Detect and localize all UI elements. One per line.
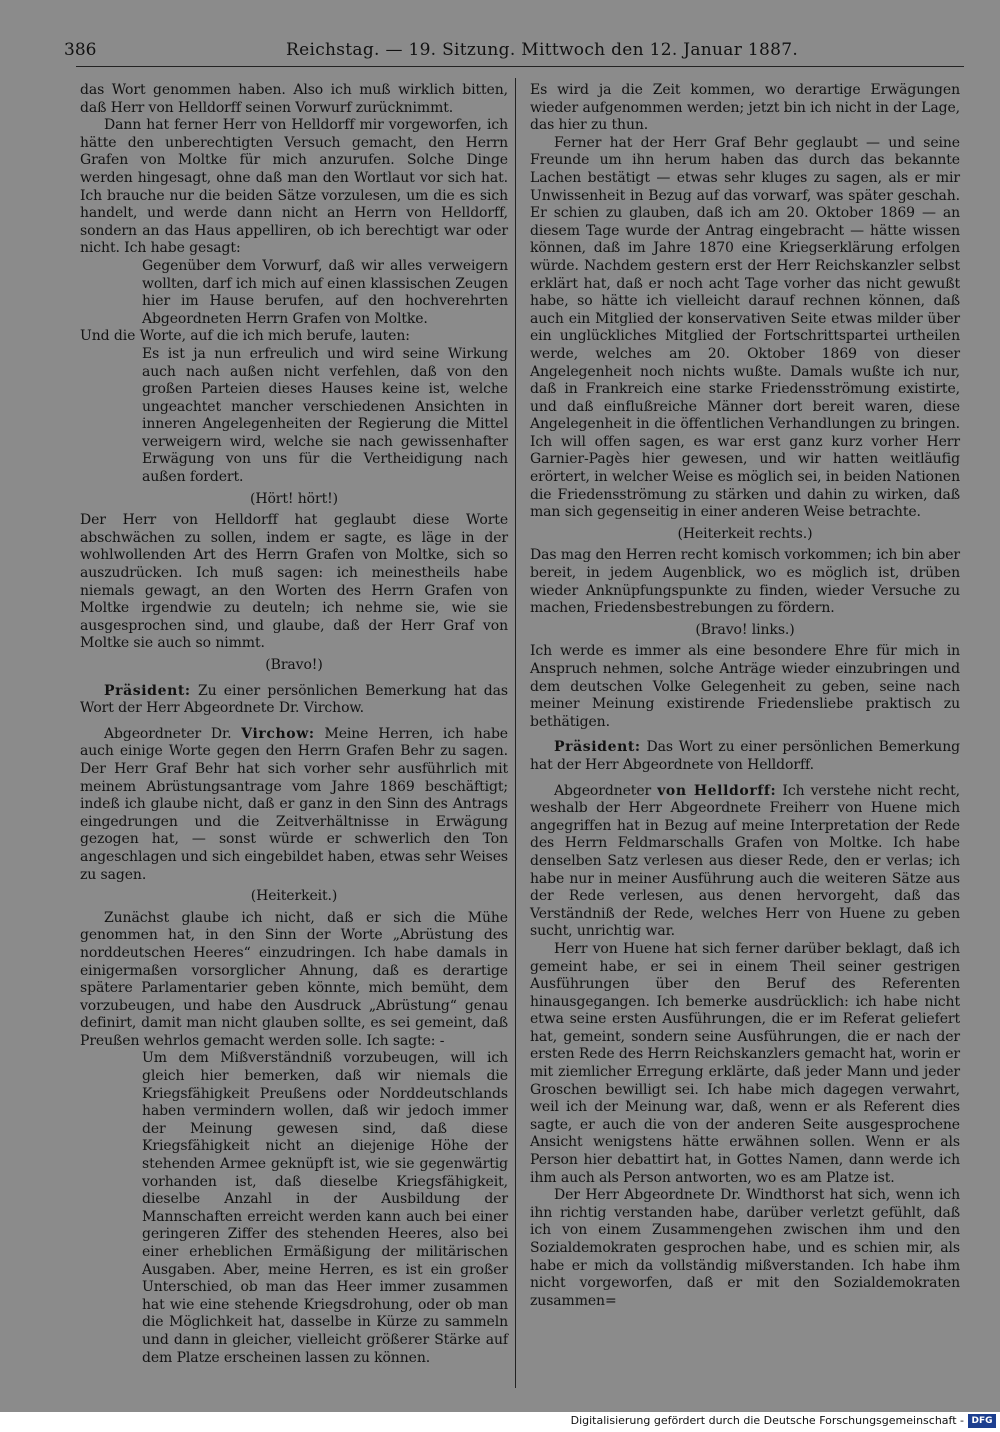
footer-credit: Digitalisierung gefördert durch die Deutsche Forschungsgemeinschaft - [570,1414,964,1427]
speaker-name: Präsident: [104,682,191,699]
speaker-name: von Helldorff: [657,782,777,799]
speech-text: Das Wort zu einer persönlichen Bemerkung hat der Herr Abgeordnete von Helldorff. [530,739,960,773]
right-paragraph: Der Herr Abgeordnete Dr. Windthorst hat sich, wenn ich ihn richtig verstanden habe, darüber verletzt gefühlt, daß ich von einem Zusammengehen zwischen ihm und den Sozialdemokraten gesprochen habe, und es schien mir, als habe er mich da vollständig mißverstanden. Ich habe ihm nicht vorgeworfen, daß er mit den Sozialdemokraten zusammen= [530,1187,960,1309]
left-quotation: Gegenüber dem Vorwurf, daß wir alles verweigern wollten, darf ich mich auf einen klassischen Zeugen hier im Hause berufen, auf den hochverehrten Abgeordneten Herrn Grafen von Moltke. [142,257,508,327]
footer-strip [0,1412,1000,1432]
left-interjection: (Heiterkeit.) [250,888,338,905]
speaker-name: Virchow: [241,725,315,742]
right-interjection: (Heiterkeit rechts.) [677,525,813,542]
left-quotation: Um dem Mißverständniß vorzubeugen, will ich gleich hier bemerken, daß wir niemals die Kriegsfähigkeit Preußens oder Norddeutschlands haben vermindern wollen, daß wir jedoch immer der Meinung gewesen sind, daß diese Kriegsfähigkeit nicht an diejenige Höhe der stehenden Armee geknüpft ist, wie sie gegenwärtig vorhanden ist, daß dieselbe Kriegsfähigkeit, dieselbe Anzahl in der Ausbildung der Mannschaften erreicht werden kann auch bei einer geringeren Ziffer des stehenden Heeres, also bei einer erheblichen Ermäßigung der militärischen Ausgaben. Aber, meine Herren, es ist ein großer Unterschied, ob man das Heer immer zusammen hat wie eine stehende Kriegsdrohung, oder ob man die Möglichkeit hat, dasselbe in Kürze zu sammeln und dann in gleicher, vielleicht größerer Stärke auf dem Platze erscheinen lassen zu können. [142,1050,508,1366]
left-quotation: Es ist ja nun erfreulich und wird seine Wirkung auch nach außen nicht verfehlen, daß von den großen Parteien dieses Hauses keine ist, welche ungeachtet mancher verschiedenen Ansichten in inneren Angelegenheiten der Regierung die Mittel verweigern wird, welche sie nach gewissenhafter Erwägung von uns für die Vertheidigung nach außen fordert. [142,345,508,486]
speech-text: Zu einer persönlichen Bemerkung hat das Wort der Herr Abgeordnete Dr. Virchow. [80,682,508,717]
left-paragraph: Der Herr von Helldorff hat geglaubt diese Worte abschwächen zu sollen, indem er sagte, es läge in der wohlwollenden Art des Herrn Grafen von Moltke, sich so auszudrücken. Ich muß sagen: ich meinestheils habe niemals gewagt, an den Worten des Herrn Grafen von Moltke irgendwie zu deuteln; ich nehme sie, wie sie ausgesprochen sind, und glaube, daß der Herr Graf von Moltke sie auch so nimmt. [80,512,508,652]
left-paragraph: Und die Worte, auf die ich mich berufe, lauten: [80,328,410,345]
running-title: Reichstag. — 19. Sitzung. Mittwoch den 12. Januar 1887. [286,40,799,60]
left-interjection: (Bravo!) [265,657,323,673]
speaker-prefix: Abgeordneter [554,782,658,799]
right-paragraph: Es wird ja die Zeit kommen, wo derartige Erwägungen wieder aufgenommen werden; jetzt bin ich nicht in der Lage, das hier zu thun. [530,82,960,134]
right-column [530,82,960,1310]
speech-text: Meine Herren, ich habe auch einige Worte gegen den Herrn Grafen Behr zu sagen. Der Herr Graf Behr hat sich vorher sehr ausführlich mit meinem Abrüstungsantrage vom Jahre 1869 beschäftigt; indeß ich glaube nicht, daß er ganz in den Sinn des Antrags eingedrungen und die Zeitverhältnisse in Erwägung gezogen hat, — sonst würde er schwerlich den Ton angeschlagen und sich eingebildet haben, etwas sehr Weises zu sagen. [80,725,508,883]
speech-text: Ich verstehe nicht recht, weshalb der Herr Abgeordnete Freiherr von Huene mich angegriffen hat in Bezug auf meine Interpretation der Rede des Herrn Feldmarschalls Grafen von Moltke. Ich habe denselben Satz verlesen aus dieser Rede, den er verlas; ich habe nur in meiner Ausführung auch die weiteren Sätze aus der Rede verlesen, aus denen hervorgeht, daß das Verständniß der Rede, welches Herr von Huene zu geben sucht, unrichtig war. [530,782,960,940]
right-paragraph: Das mag den Herren recht komisch vorkommen; ich bin aber bereit, in jedem Augenblick, wo es möglich ist, drüben wieder Anknüpfungspunkte zu finden, wieder Versuche zu machen, Friedensbestrebungen zu fördern. [530,547,960,617]
column-divider [515,78,516,1388]
left-speech-paragraph [80,726,508,884]
right-speech-paragraph [530,739,960,774]
left-paragraph: Zunächst glaube ich nicht, daß er sich die Mühe genommen hat, in den Sinn der Worte „Abrüstung des norddeutschen Heeres“ einzudringen. Ich habe damals in einigermaßen vorsorglicher Ahnung, daß es derartige spätere Parlamentarier geben könnte, mich bemüht, dem vorzubeugen, und habe den Ausdruck „Abrüstung“ genau definirt, damit man nicht glauben sollte, es sei gemeint, daß Preußen wehrlos gemacht werden solle. Ich sagte: - [80,909,508,1049]
speaker-prefix: Abgeordneter Dr. [104,725,242,742]
right-paragraph: Ich werde es immer als eine besondere Ehre für mich in Anspruch nehmen, solche Anträge wieder einzubringen und dem deutschen Volke Gelegenheit zu geben, seine nach meiner Meinung existirende Friedensliebe praktisch zu bethätigen. [530,643,960,730]
right-interjection: (Bravo! links.) [695,621,795,638]
page-header [64,38,964,64]
right-paragraph: Ferner hat der Herr Graf Behr geglaubt — und seine Freunde um ihn herum haben das durch das bekannte Lachen bestätigt — etwas sehr kluges zu sagen, als er mir Unwissenheit in Bezug auf das vorwarf, was später geschah. Er schien zu glauben, daß ich am 20. Oktober 1869 — an diesem Tage wurde der Antrag eingebracht — hätte wissen können, daß im Jahre 1870 eine Kriegserklärung erfolgen würde. Nachdem gestern erst der Herr Reichskanzler selbst erklärt hat, daß er noch acht Tage vorher das nicht gewußt habe, so hätte ich vielleicht darauf rechnen können, daß auch ein Mitglied der konservativen Seite etwas milder über ein unglückliches Mitglied der Fortschrittspartei urtheilen werde, welches am 20. Oktober 1869 von dieser Angelegenheit noch nichts wußte. Damals wußte ich nur, daß in Frankreich eine starke Friedensströmung existirte, und daß einflußreiche Männer dort bereit waren, diese Angelegenheit in die öffentlichen Verhandlungen zu bringen. Ich will offen sagen, es war erst ganz kurz vorher Herr Garnier-Pagès hier gewesen, und wir hatten weitläufig erörtert, in welcher Weise es möglich sei, in beiden Nationen die Friedensströmung zu stärken und dahin zu wirken, daß man sich gegenseitig in einer anderen Weise betrachte. [530,134,960,521]
right-speech-paragraph [530,783,960,941]
left-speech-paragraph [80,683,508,718]
right-paragraph: Herr von Huene hat sich ferner darüber beklagt, daß ich gemeint habe, er sei in einem Theil seiner gestrigen Ausführungen über den Beruf des Referenten hinausgegangen. Ich bemerke ausdrücklich: ich habe nicht etwa seine ersten Ausführungen, die er im Referat geliefert hat, gemeint, sondern seine Ausführungen, die er nach der ersten Rede des Herrn Reichskanzlers gemacht hat, worin er mit ziemlicher Erregung erklärte, daß jeder Mann und jeder Groschen bewilligt sei. Ich habe mich dagegen verwahrt, weil ich der Meinung war, daß, wenn er als Referent dies sagte, er auch die von der anderen Seite ausgesprochene Ansicht wenigstens hätte erwähnen sollen. Wenn er als Person hier debattirt hat, in Gottes Namen, dann werde ich ihm auch als Person antworten, wo es am Platze ist. [530,940,960,1186]
speaker-name: Präsident: [554,739,641,756]
left-paragraph: Dann hat ferner Herr von Helldorff mir vorgeworfen, ich hätte den unberechtigten Versuch gemacht, den Herrn Grafen von Moltke für mich anzurufen. Solche Dinge werden hingesagt, ohne daß man den Wortlaut vor sich hat. Ich brauche nur die beiden Sätze vorzulesen, um die es sich handelt, und werde dann nicht an Herrn von Helldorff, sondern an das Haus appelliren, ob ich berechtigt war oder nicht. Ich habe gesagt: [80,117,508,257]
page-number: 386 [64,40,97,60]
left-interjection: (Hört! hört!) [249,490,339,507]
left-paragraph: das Wort genommen haben. Also ich muß wirklich bitten, daß Herr von Helldorff seinen Vorwurf zurücknimmt. [80,82,508,116]
header-rule [76,66,964,67]
dfg-logo-icon: DFG [968,1414,996,1428]
left-column [80,82,508,1367]
